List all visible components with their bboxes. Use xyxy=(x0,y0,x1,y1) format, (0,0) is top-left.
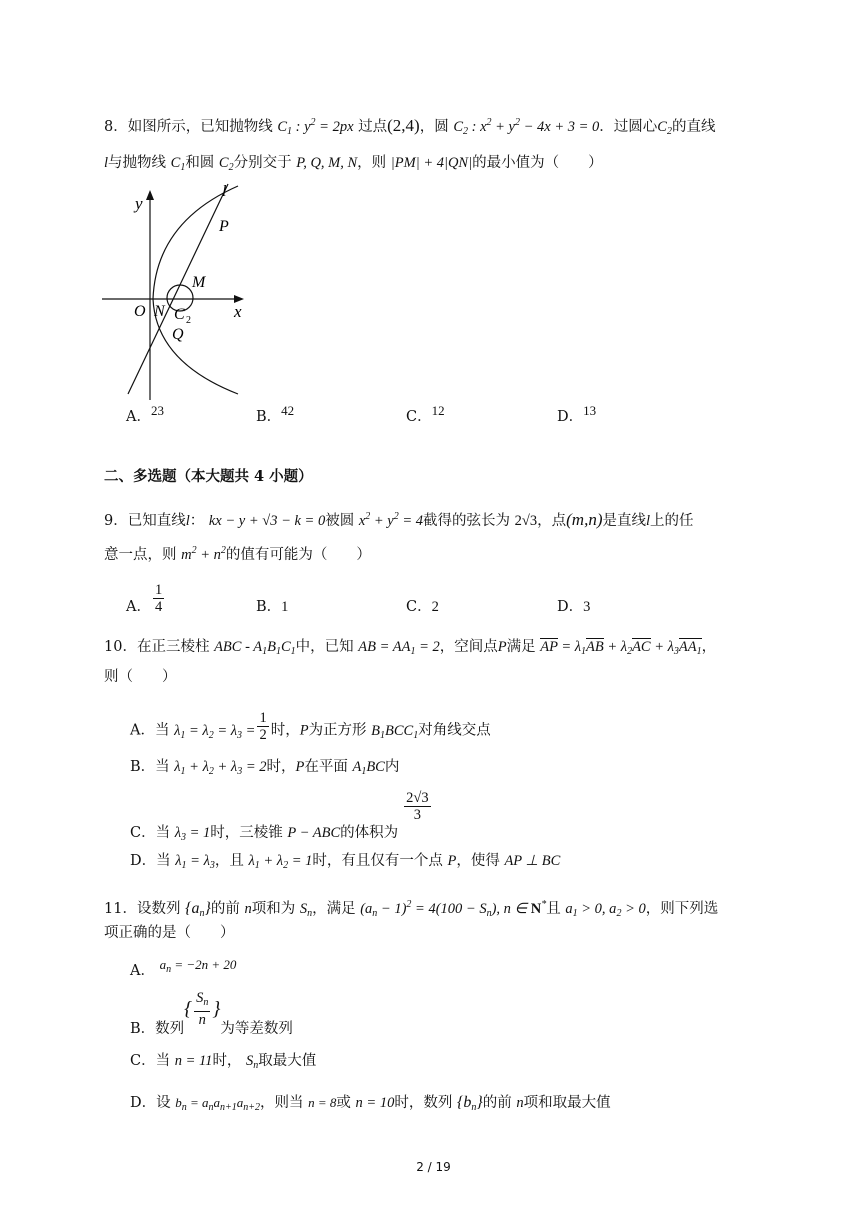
section-heading: 二、多选题（本大题共 4 小题） xyxy=(104,468,313,485)
math-edge-lengths: AB = $AA_1 = 2$ xyxy=(358,639,440,657)
math-an-formula: $a_n = -2n + 20$ xyxy=(159,957,237,975)
q10-line1: 10．在正三棱柱 ABC - $A_1B_1C_1$中，已知 AB = $AA_1 = 2$，空间点P满足 AP = $\lambda_1AB + \lambda_2AC + \lambda_3AA_1$， xyxy=(104,639,717,657)
fraction-one-half: $\frac{1}{2}$ xyxy=(259,710,267,743)
q9-option-b[interactable]: B．1 xyxy=(256,599,289,615)
y-axis-arrow xyxy=(146,190,154,200)
math-sequence-condition: $(a_n - 1)^2 = 4(100 - S_n)$, n ∈ N* xyxy=(360,899,547,919)
label-n: N xyxy=(154,303,165,320)
math-point: (2,4) xyxy=(387,116,420,135)
math-circle: $C_2$ : $x^2 + y^2 - 4x + 3 = 0$ xyxy=(453,117,600,137)
math-chord-length: 2√3 xyxy=(514,513,538,529)
math-prism: ABC - $A_1B_1C_1$ xyxy=(214,639,296,657)
q10-option-d[interactable]: D．当 $\lambda_1 = \lambda_3$，且 $\lambda_1 + \lambda_2 = 1$时，有且仅有一个点 P，使得 AP ⊥ BC xyxy=(130,853,561,871)
q9-line2: 意一点，则 $m^2 + n^2$的值有可能为（ ） xyxy=(104,545,371,563)
label-p: P xyxy=(219,218,229,235)
label-c-subscript: 2 xyxy=(186,315,191,326)
label-l: l xyxy=(222,183,227,200)
math-sum-squares: $m^2 + n^2$ xyxy=(181,545,226,563)
q8-option-c[interactable]: C．12 xyxy=(406,403,445,425)
fraction-volume: $\frac{2√3}{3}$ xyxy=(406,790,429,823)
q10-line2: 则（ ） xyxy=(104,669,177,685)
q11-option-b[interactable]: B．数列{ $\frac{S_n}{n}$ }为等差数列 xyxy=(130,990,293,1037)
label-o: O xyxy=(134,303,146,320)
math-bn-formula: $b_n = a_na_{n+1}a_{n+2}$ xyxy=(175,1095,261,1113)
q9-option-a[interactable]: A． $\frac{1}{4}$ xyxy=(126,582,163,615)
math-line-equation: kx − y + √3 − k = 0 xyxy=(208,513,326,529)
q11-option-c[interactable]: C．当 n = 11时， $S_n$取最大值 xyxy=(130,1053,317,1071)
q9-line1: 9．已知直线l： kx − y + √3 − k = 0被圆 $x^2 + y^2 = 4$截得的弦长为 2√3，点(m,n)是直线l上的任 xyxy=(104,510,694,529)
q10-option-b[interactable]: B．当 $\lambda_1 + \lambda_2 + \lambda_3 = 2$时，P在平面 $A_1BC$内 xyxy=(130,759,400,777)
label-y: y xyxy=(135,194,143,213)
math-parabola: $C_1$ : $y^2 = 2px$ xyxy=(277,117,354,137)
q8-option-a[interactable]: A．23 xyxy=(126,403,164,425)
q11-line2: 项正确的是（ ） xyxy=(104,925,235,941)
q8-line1: 8．如图所示，已知抛物线 $C_1$ : $y^2 = 2px$ 过点(2,4)，圆 $C_2$ : $x^2 + y^2 - 4x + 3 = 0$．过圆心$C_2$的直线 xyxy=(104,116,716,137)
math-circle-equation: $x^2 + y^2 = 4$ xyxy=(358,511,424,529)
q11-option-a[interactable]: A． $a_n = -2n + 20$ xyxy=(130,957,237,979)
q8-line2: l与抛物线 $C_1$和圆 $C_2$分别交于 P, Q, M, N，则 |PM| + 4|QN|的最小值为（ ） xyxy=(104,155,603,173)
q9-option-d[interactable]: D．3 xyxy=(557,599,591,615)
page-number: 2 / 19 xyxy=(416,1160,451,1174)
label-x: x xyxy=(234,302,242,321)
fraction-one-quarter: $\frac{1}{4}$ xyxy=(154,582,163,615)
q11-line1: 11．设数列 $\{a_n\}$的前 n项和为 $S_n$，满足 $(a_n - 1)^2 = 4(100 - S_n)$, n ∈ N*且 $a_1 > 0$, $a_2 > 0$，则下列选 xyxy=(104,899,719,919)
math-points: P, Q, M, N xyxy=(296,155,358,171)
math-vector-equation: AP = $\lambda_1AB + \lambda_2AC + \lambda_3AA_1$ xyxy=(540,639,702,657)
label-c: C xyxy=(174,306,185,323)
fraction-sn-over-n: $\frac{S_n}{n}$ xyxy=(196,990,209,1028)
q10-option-c[interactable]: C．当 $\lambda_3 = 1$时，三棱锥 P − ABC的体积为 $\frac{2√3}{3}$ xyxy=(130,790,429,843)
label-m: M xyxy=(192,274,206,291)
q8-option-d[interactable]: D．13 xyxy=(557,403,597,425)
q10-option-a[interactable]: A．当 $\lambda_1 = \lambda_2 = \lambda_3$ = $\frac{1}{2}$ 时，P为正方形 $B_1BCC_1$对角线交点 xyxy=(130,710,491,743)
q9-option-c[interactable]: C．2 xyxy=(406,599,439,615)
line-l xyxy=(128,184,228,394)
math-expression: |PM| + 4|QN| xyxy=(390,155,473,171)
q8-figure xyxy=(98,182,258,404)
label-q: Q xyxy=(172,326,184,343)
q8-option-b[interactable]: B．42 xyxy=(256,403,295,425)
q11-option-d[interactable]: D．设 $b_n = a_na_{n+1}a_{n+2}$，则当 n = 8或 n = 10时，数列 $\{b_n\}$的前 n项和取最大值 xyxy=(130,1094,611,1113)
